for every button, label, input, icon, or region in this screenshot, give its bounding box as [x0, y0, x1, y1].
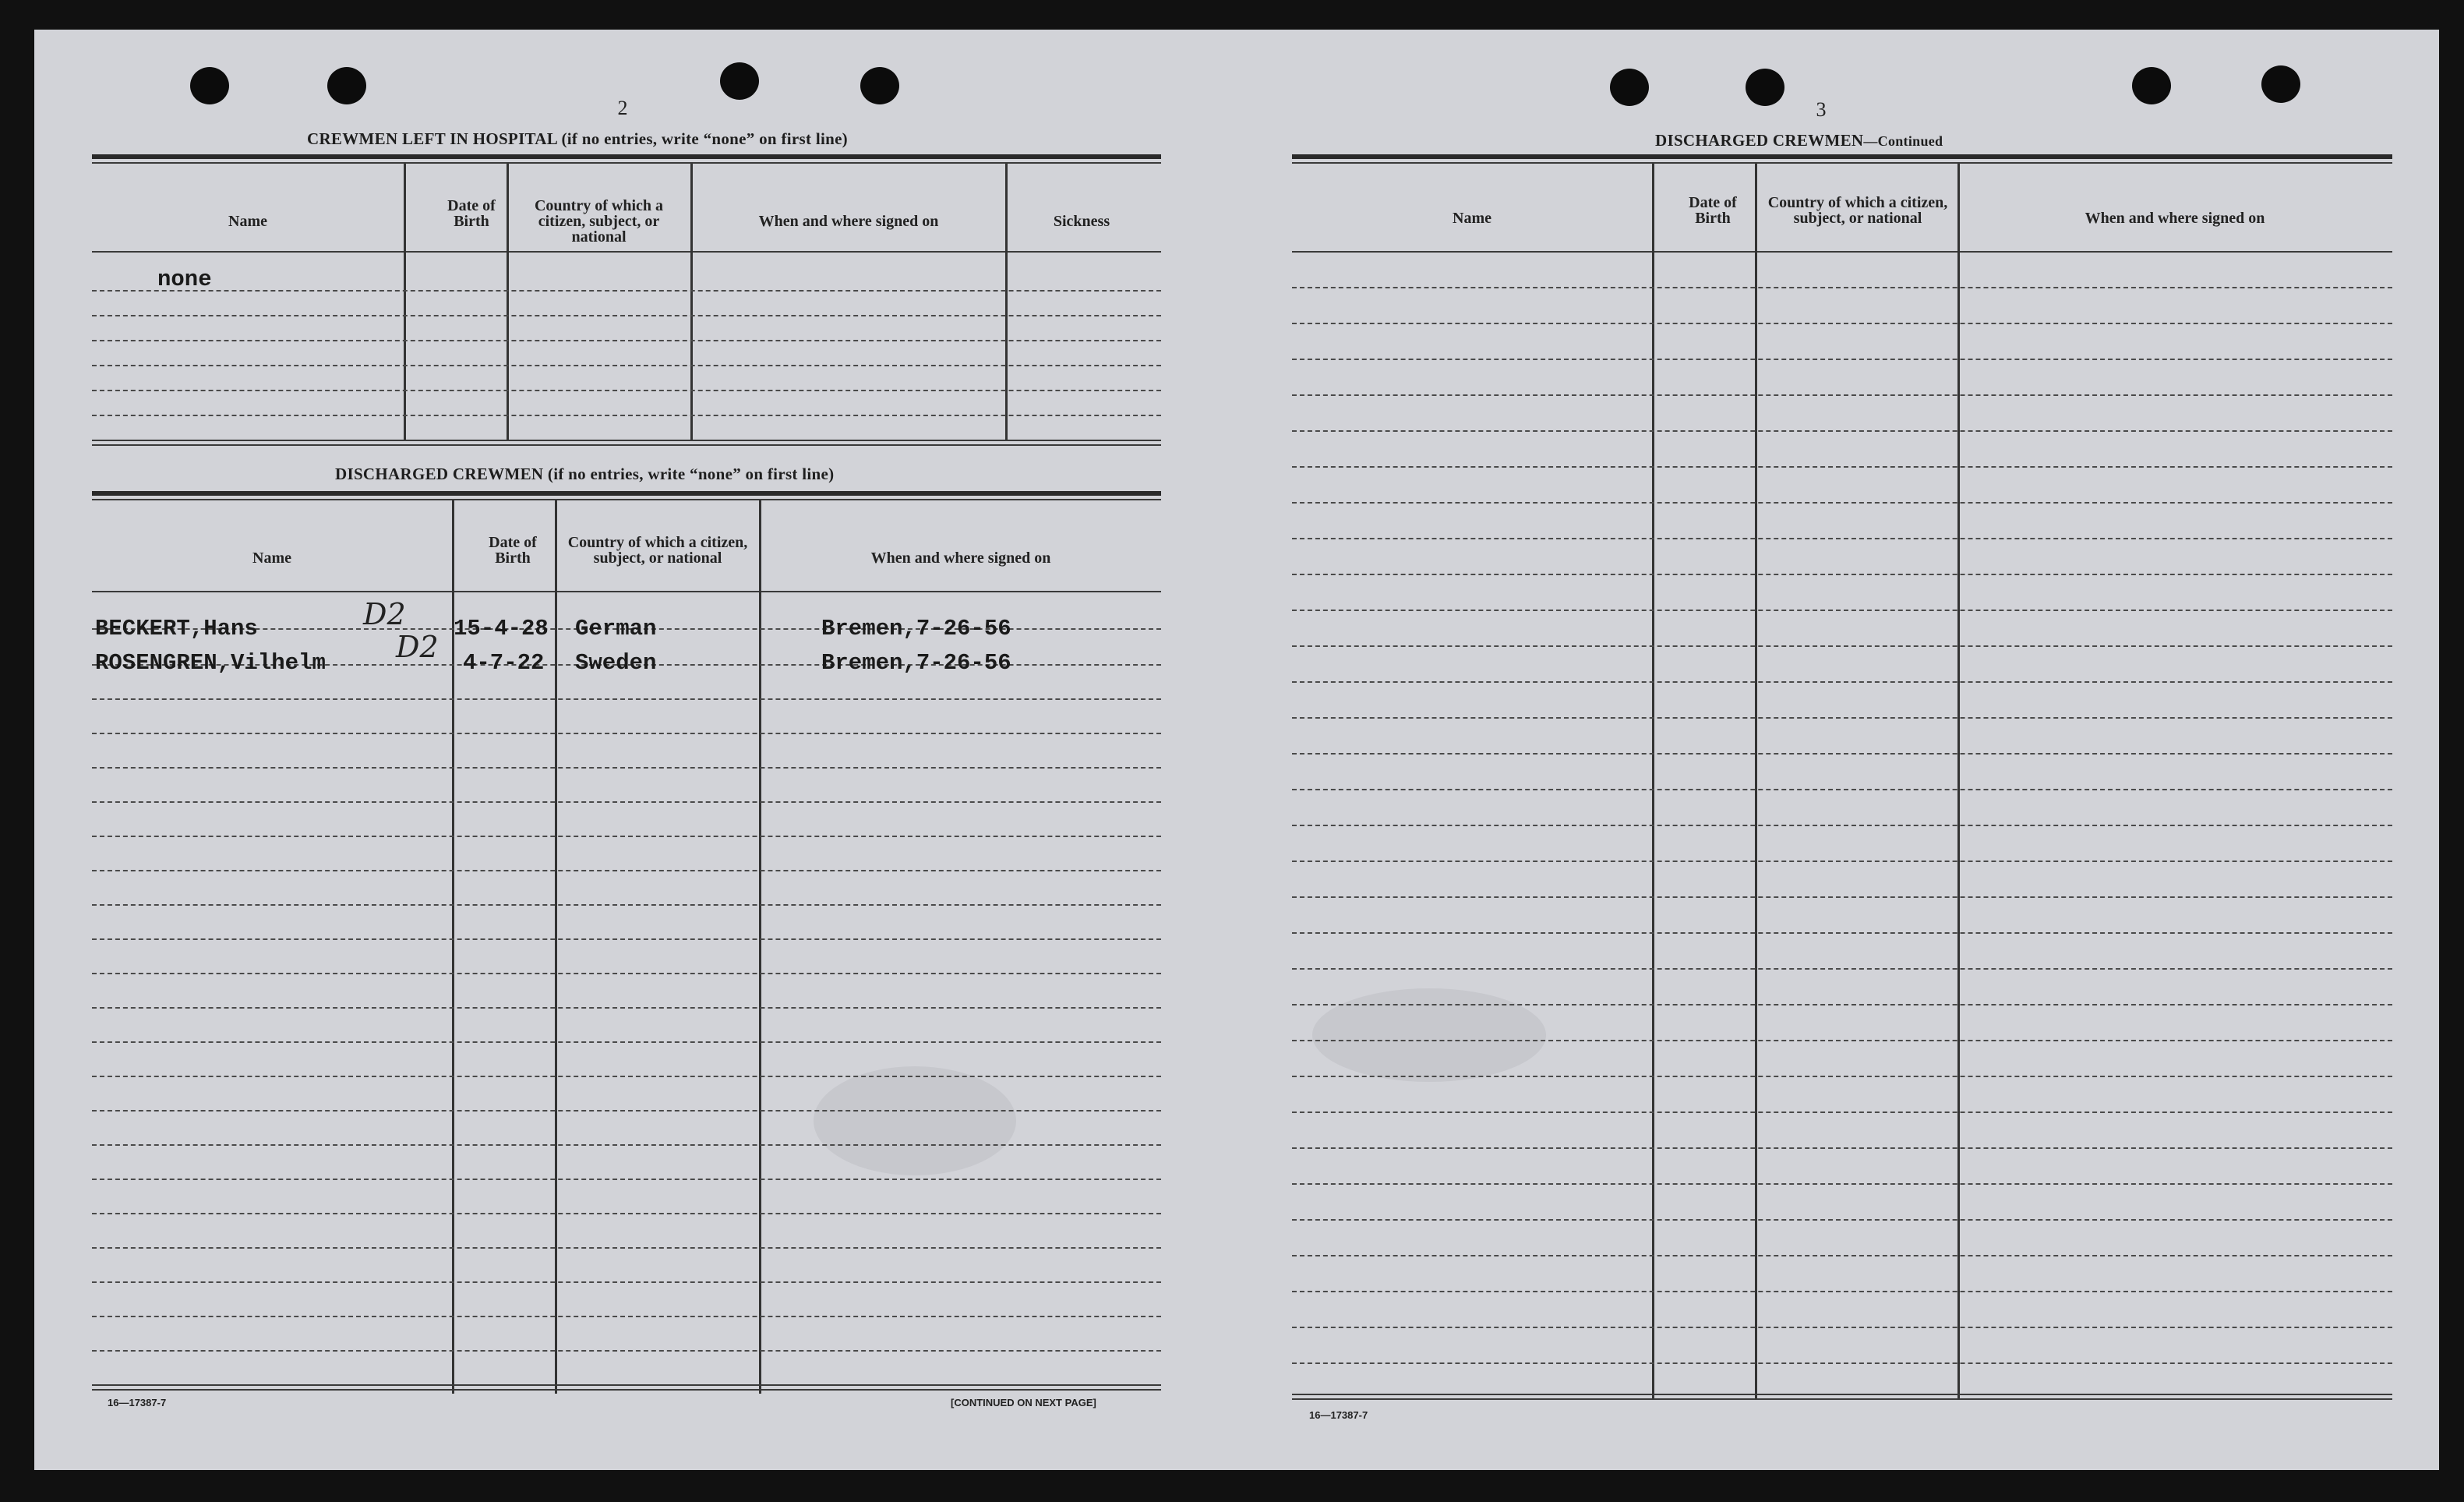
- discharged-header-signed: When and where signed on: [870, 550, 1051, 567]
- discharged-row-2-name: ROSENGREN,Vilhelm: [95, 650, 326, 676]
- right-form-number: 16—17387-7: [1309, 1409, 1368, 1421]
- hospital-header-sickness: Sickness: [1053, 213, 1110, 230]
- continued-header-signed: When and where signed on: [2085, 210, 2265, 227]
- punch-hole: [1746, 69, 1784, 106]
- discharged-row-1-name: BECKERT,Hans: [95, 616, 258, 641]
- discharged-header-name: Name: [252, 550, 291, 567]
- right-title-suffix: —Continued: [1863, 133, 1943, 149]
- discharged-row-1-dob: 15-4-28: [454, 616, 549, 641]
- continued-note: [CONTINUED ON NEXT PAGE]: [951, 1397, 1096, 1408]
- continued-header-name: Name: [1453, 210, 1491, 227]
- discharged-title-text: DISCHARGED CREWMEN: [335, 465, 544, 483]
- discharged-row-1-country: German: [575, 616, 657, 641]
- hospital-section-title: [307, 129, 848, 149]
- hospital-header-name: Name: [228, 213, 267, 230]
- continued-header-country: Country of which a citizen, subject, or national: [1767, 194, 1948, 227]
- punch-hole: [190, 67, 229, 104]
- page-number: 2: [617, 97, 628, 119]
- discharged-header-country: Country of which a citizen, subject, or national: [567, 534, 748, 567]
- discharged-row-2-signed: Bremen,7-26-56: [821, 650, 1011, 676]
- left-form-number: 16—17387-7: [108, 1397, 167, 1408]
- discharged-row-2-mark: D2: [396, 630, 439, 664]
- hospital-title-text: CREWMEN LEFT IN HOSPITAL: [307, 129, 557, 148]
- punch-hole: [860, 67, 899, 104]
- page-number: 3: [1816, 98, 1827, 121]
- discharged-section-title: [335, 465, 834, 484]
- discharged-row-1-mark: D2: [363, 597, 406, 631]
- continued-header-dob: Date of Birth: [1689, 194, 1737, 227]
- document-sheet: [34, 30, 2439, 1470]
- right-section-title: [1655, 131, 1943, 150]
- discharged-header-dob: Date of Birth: [489, 534, 537, 567]
- discharged-row-2-country: Sweden: [575, 650, 657, 676]
- discharged-row-2-dob: 4-7-22: [463, 650, 545, 676]
- hospital-title-note: (if no entries, write “none” on first line): [561, 129, 848, 148]
- punch-hole: [1610, 69, 1649, 106]
- discharged-title-note: (if no entries, write “none” on first line): [547, 465, 835, 483]
- hospital-header-signed: When and where signed on: [758, 213, 939, 230]
- punch-hole: [327, 67, 366, 104]
- hospital-header-country: Country of which a citizen, subject, or national: [534, 197, 663, 246]
- discharged-row-1-signed: Bremen,7-26-56: [821, 616, 1011, 641]
- punch-hole: [720, 62, 759, 100]
- hospital-first-entry: none: [157, 267, 212, 292]
- discharged-table: [92, 491, 1161, 1426]
- hospital-table: [92, 154, 1161, 470]
- discharged-continued-table: [1292, 154, 2392, 1433]
- punch-hole: [2261, 65, 2300, 103]
- hospital-header-dob: Date of Birth: [447, 197, 496, 230]
- right-title-text: DISCHARGED CREWMEN: [1655, 131, 1864, 150]
- punch-hole: [2132, 67, 2171, 104]
